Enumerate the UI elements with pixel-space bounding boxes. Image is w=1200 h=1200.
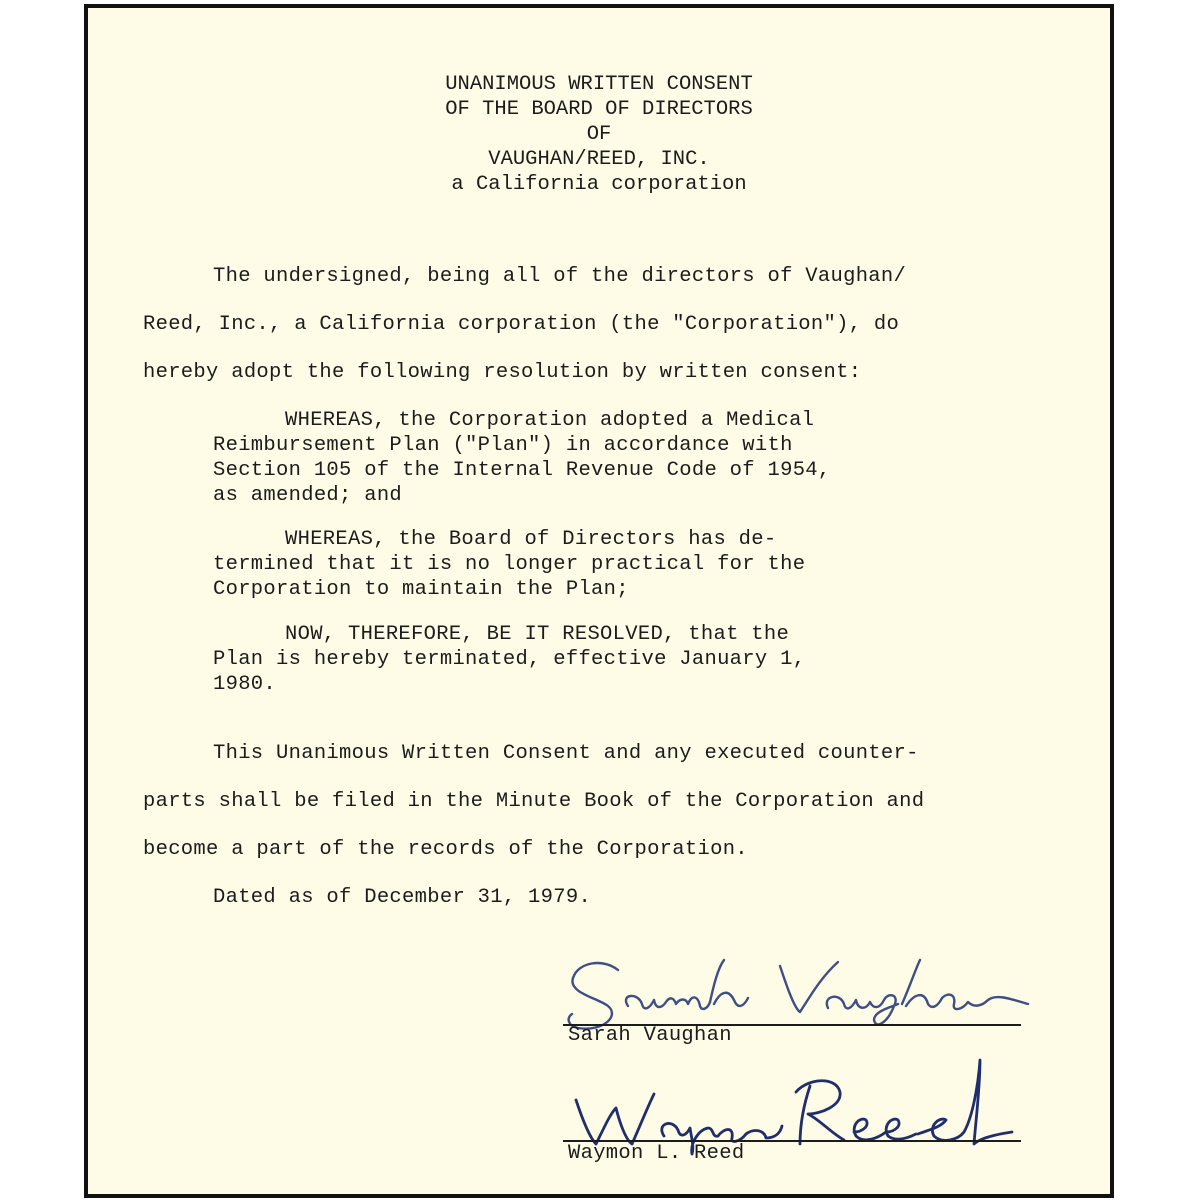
whereas-2-line-1: WHEREAS, the Board of Directors has de-	[285, 528, 777, 551]
intro-line-1: The undersigned, being all of the directors of Vaughan/	[213, 265, 907, 288]
title-line-5: a California corporation	[451, 173, 747, 196]
whereas-1-line-4: as amended; and	[213, 484, 403, 507]
whereas-1-line-1: WHEREAS, the Corporation adopted a Medical	[285, 409, 815, 432]
whereas-1-line-3: Section 105 of the Internal Revenue Code of 1954,	[213, 459, 831, 482]
intro-line-2: Reed, Inc., a California corporation (the "Corporation"), do	[143, 313, 900, 336]
title-line-1: UNANIMOUS WRITTEN CONSENT	[445, 73, 753, 96]
whereas-1-line-2: Reimbursement Plan ("Plan") in accordance with	[213, 434, 793, 457]
closing-line-3: become a part of the records of the Corporation.	[143, 838, 748, 861]
closing-line-2: parts shall be filed in the Minute Book of the Corporation and	[143, 790, 925, 813]
closing-line-1: This Unanimous Written Consent and any executed counter-	[213, 742, 919, 765]
title-line-2: OF THE BOARD OF DIRECTORS	[445, 98, 753, 121]
document-page	[84, 4, 1114, 1198]
dated-line: Dated as of December 31, 1979.	[213, 886, 592, 909]
whereas-2-line-2: termined that it is no longer practical for the	[213, 553, 806, 576]
printed-name-1: Sarah Vaughan	[568, 1024, 732, 1047]
title-line-4: VAUGHAN/REED, INC.	[488, 148, 710, 171]
whereas-2-line-3: Corporation to maintain the Plan;	[213, 578, 629, 601]
intro-line-3: hereby adopt the following resolution by written consent:	[143, 361, 862, 384]
resolved-line-1: NOW, THEREFORE, BE IT RESOLVED, that the	[285, 623, 790, 646]
resolved-line-3: 1980.	[213, 673, 277, 696]
printed-name-2: Waymon L. Reed	[568, 1142, 745, 1165]
title-line-3: OF	[586, 123, 612, 146]
resolved-line-2: Plan is hereby terminated, effective January 1,	[213, 648, 806, 671]
